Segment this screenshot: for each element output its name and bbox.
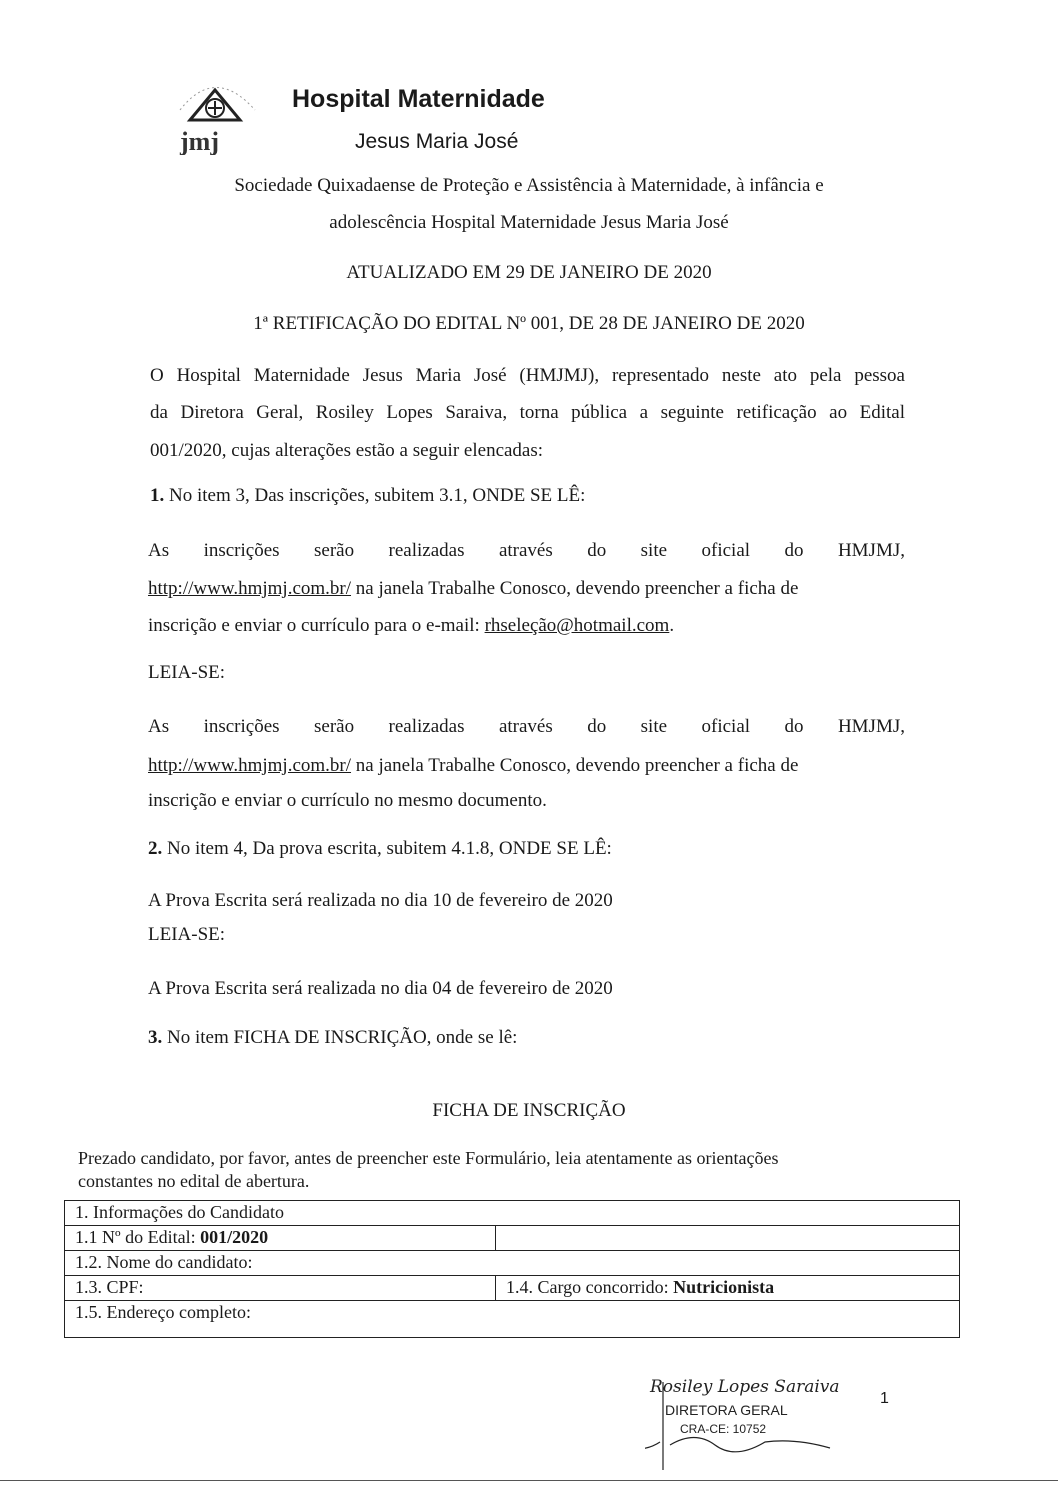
form-empty-cell[interactable] bbox=[496, 1226, 960, 1251]
intro-line-1: O Hospital Maternidade Jesus Maria José (HMJMJ), representado neste ato pela pessoa bbox=[150, 365, 905, 386]
hospital-subtitle: Jesus Maria José bbox=[355, 130, 519, 153]
ficha-note-line-1: Prezado candidato, por favor, antes de preencher este Formulário, leia atentamente as orientações bbox=[78, 1148, 779, 1168]
intro-line-3: 001/2020, cujas alterações estão a seguir elencadas: bbox=[150, 440, 544, 461]
item-1-leia-se: LEIA-SE: bbox=[148, 662, 226, 683]
form-cargo-label: 1.4. Cargo concorrido: bbox=[506, 1277, 674, 1297]
form-edital-cell bbox=[65, 1226, 496, 1251]
form-row bbox=[65, 1276, 960, 1301]
item-1-leia-line-1: As inscrições serão realizadas através do site oficial do HMJMJ, bbox=[148, 716, 905, 737]
item-1-onde-line-1: As inscrições serão realizadas através do site oficial do HMJMJ, bbox=[148, 540, 905, 561]
item-2-heading bbox=[148, 838, 612, 860]
signature-role: DIRETORA GERAL bbox=[665, 1402, 788, 1418]
svg-text:jmj: jmj bbox=[180, 127, 219, 155]
registration-form-table bbox=[64, 1200, 960, 1338]
page-number: 1 bbox=[880, 1390, 889, 1407]
form-section-title: 1. Informações do Candidato bbox=[65, 1201, 960, 1226]
form-edital-label: 1.1 Nº do Edital: bbox=[75, 1227, 201, 1247]
form-row bbox=[65, 1301, 960, 1338]
item-3-text: No item FICHA DE INSCRIÇÃO, onde se lê: bbox=[167, 1027, 518, 1048]
item-2-leia-se: LEIA-SE: bbox=[148, 924, 226, 945]
item-1-onde-line-2 bbox=[148, 578, 798, 600]
item-1-leia-line-3: inscrição e enviar o currículo no mesmo documento. bbox=[148, 790, 547, 811]
signature-stamp bbox=[645, 1370, 845, 1470]
hospital-title: Hospital Maternidade bbox=[292, 85, 545, 113]
signature-cra: CRA-CE: 10752 bbox=[680, 1422, 767, 1436]
form-address-field[interactable]: 1.5. Endereço completo: bbox=[65, 1301, 960, 1338]
form-name-field[interactable]: 1.2. Nome do candidato: bbox=[65, 1251, 960, 1276]
item-2-text: No item 4, Da prova escrita, subitem 4.1.8, ONDE SE LÊ: bbox=[167, 838, 612, 859]
hospital-logo bbox=[160, 70, 275, 155]
hmjmj-site-link[interactable]: http://www.hmjmj.com.br/ bbox=[148, 578, 352, 599]
hmjmj-site-link-2[interactable]: http://www.hmjmj.com.br/ bbox=[148, 755, 352, 776]
org-line-2: adolescência Hospital Maternidade Jesus Maria José bbox=[329, 212, 729, 233]
item-1-text: No item 3, Das inscrições, subitem 3.1, ONDE SE LÊ: bbox=[169, 485, 586, 506]
item-1-onde-line-3 bbox=[148, 615, 674, 637]
item-2-leia-text: A Prova Escrita será realizada no dia 04 de fevereiro de 2020 bbox=[148, 978, 613, 999]
item-1-number: 1. bbox=[150, 485, 165, 506]
signature-name: Rosiley Lopes Saraiva bbox=[650, 1377, 840, 1397]
retification-title: 1ª RETIFICAÇÃO DO EDITAL Nº 001, DE 28 DE JANEIRO DE 2020 bbox=[253, 313, 805, 334]
item-1-onde-line-2-text: na janela Trabalhe Conosco, devendo preencher a ficha de bbox=[351, 578, 799, 599]
item-1-onde-line-3-text: inscrição e enviar o currículo para o e-mail: bbox=[148, 615, 485, 636]
footer-divider bbox=[0, 1480, 1058, 1481]
form-cpf-field[interactable]: 1.3. CPF: bbox=[65, 1276, 496, 1301]
email-link[interactable]: rhseleção@hotmail.com bbox=[484, 615, 670, 636]
form-row bbox=[65, 1226, 960, 1251]
item-1-onde-line-3-end: . bbox=[669, 615, 675, 636]
item-1-heading bbox=[150, 485, 585, 507]
item-1-leia-line-2-text: na janela Trabalhe Conosco, devendo preencher a ficha de bbox=[351, 755, 799, 776]
item-1-leia-line-2 bbox=[148, 755, 798, 777]
form-edital-value: 001/2020 bbox=[200, 1227, 269, 1247]
item-3-number: 3. bbox=[148, 1027, 163, 1048]
item-2-number: 2. bbox=[148, 838, 163, 859]
item-3-heading bbox=[148, 1027, 517, 1049]
form-cargo-field[interactable] bbox=[496, 1276, 960, 1301]
intro-line-2: da Diretora Geral, Rosiley Lopes Saraiva, torna pública a seguinte retificação ao Edital bbox=[150, 402, 905, 423]
form-row bbox=[65, 1251, 960, 1276]
org-line-1: Sociedade Quixadaense de Proteção e Assistência à Maternidade, à infância e bbox=[234, 175, 824, 196]
form-row bbox=[65, 1201, 960, 1226]
updated-date: ATUALIZADO EM 29 DE JANEIRO DE 2020 bbox=[346, 262, 712, 283]
form-cargo-value: Nutricionista bbox=[673, 1277, 775, 1297]
ficha-note-line-2: constantes no edital de abertura. bbox=[78, 1171, 310, 1191]
item-2-onde: A Prova Escrita será realizada no dia 10 de fevereiro de 2020 bbox=[148, 890, 613, 911]
ficha-title: FICHA DE INSCRIÇÃO bbox=[432, 1100, 626, 1121]
